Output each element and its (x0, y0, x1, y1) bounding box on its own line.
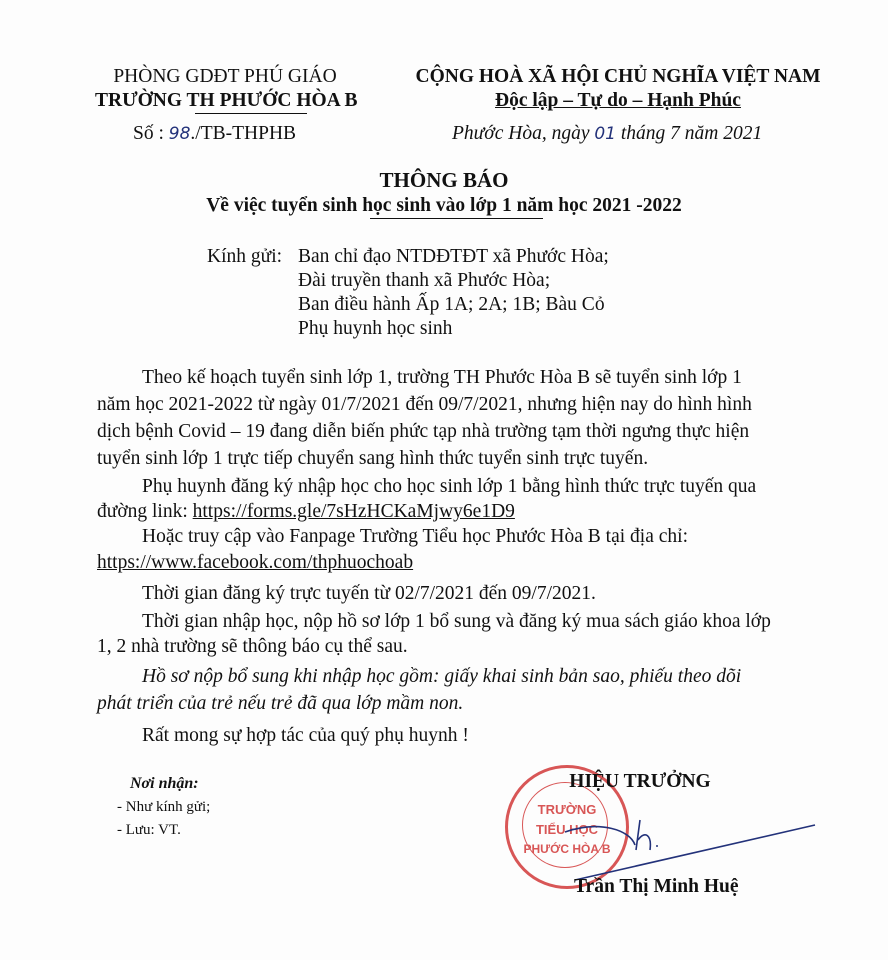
body-text: Hồ sơ nộp bổ sung khi nhập học gồm: giấy khai sinh bản sao, phiếu theo dõi (142, 666, 742, 687)
body-text: tuyển sinh lớp 1 trực tiếp chuyển sang hình thức tuyển sinh trực tuyến. (97, 448, 649, 469)
document-number (133, 122, 296, 146)
date-prefix: Phước Hòa, ngày (452, 123, 595, 144)
body-text: Hoặc truy cập vào Fanpage Trường Tiểu học Phước Hòa B tại địa chỉ: (142, 526, 688, 547)
divider (370, 218, 543, 219)
body-text: Theo kế hoạch tuyển sinh lớp 1, trường TH Phước Hòa B sẽ tuyển sinh lớp 1 (142, 367, 742, 388)
date-line (452, 122, 762, 146)
distribution-item: - Lưu: VT. (117, 822, 181, 838)
distribution-item: - Như kính gửi; (117, 799, 211, 815)
divider (195, 113, 307, 114)
recipients-label: Kính gửi: (207, 246, 283, 267)
handwritten-number: 98 (168, 124, 191, 144)
school-name: TRƯỜNG TH PHƯỚC HÒA B (95, 90, 358, 111)
facebook-link[interactable]: https://www.facebook.com/thphuochoab (97, 552, 414, 573)
body-text: 1, 2 nhà trường sẽ thông báo cụ thể sau. (97, 636, 408, 657)
body-text: phát triển của trẻ nếu trẻ đã qua lớp mầm non. (97, 693, 464, 714)
stamp-text: PHƯỚC HÒA B (523, 842, 611, 856)
stamp-text: TRƯỜNG (537, 802, 597, 817)
signer-name: Trần Thị Minh Huệ (574, 876, 739, 897)
body-text: Thời gian đăng ký trực tuyến từ 02/7/2021 đến 09/7/2021. (142, 583, 596, 604)
body-text: Thời gian nhập học, nộp hồ sơ lớp 1 bổ sung và đăng ký mua sách giáo khoa lớp (142, 611, 771, 632)
motto: Độc lập – Tự do – Hạnh Phúc (495, 90, 741, 111)
number-prefix: Số : (133, 123, 169, 144)
department-name: PHÒNG GDĐT PHÚ GIÁO (113, 66, 337, 87)
recipient-item: Phụ huynh học sinh (298, 318, 453, 339)
stamp-text: TIỂU HỌC (535, 822, 599, 837)
recipient-item: Đài truyền thanh xã Phước Hòa; (298, 270, 551, 291)
country-name: CỘNG HOÀ XÃ HỘI CHỦ NGHĨA VIỆT NAM (415, 66, 821, 87)
registration-form-link[interactable]: https://forms.gle/7sHzHCKaMjwy6e1D9 (192, 501, 515, 522)
recipient-item: Ban chỉ đạo NTDĐTĐT xã Phước Hòa; (298, 246, 609, 267)
body-text: Rất mong sự hợp tác của quý phụ huynh ! (142, 725, 469, 746)
link-label: đường link: (97, 501, 193, 522)
handwritten-day: 01 (594, 124, 616, 144)
document-subtitle: Về việc tuyển sinh học sinh vào lớp 1 năm học 2021 -2022 (206, 195, 682, 216)
body-text: năm học 2021-2022 từ ngày 01/7/2021 đến 09/7/2021, nhưng hiện nay do hình hình (97, 394, 752, 415)
date-suffix: tháng 7 năm 2021 (616, 123, 763, 144)
distribution-label: Nơi nhận: (130, 775, 199, 792)
body-text: dịch bệnh Covid – 19 đang diễn biến phức tạp nhà trường tạm thời ngưng thực hiện (97, 421, 750, 442)
body-text (97, 500, 515, 524)
number-suffix: ./TB-THPHB (190, 123, 297, 144)
recipient-item: Ban điều hành Ấp 1A; 2A; 1B; Bàu Cỏ (298, 294, 605, 315)
document-title: THÔNG BÁO (379, 168, 509, 192)
body-text: Phụ huynh đăng ký nhập học cho học sinh lớp 1 bằng hình thức trực tuyến qua (142, 476, 757, 497)
signer-title: HIỆU TRƯỞNG (569, 771, 711, 792)
